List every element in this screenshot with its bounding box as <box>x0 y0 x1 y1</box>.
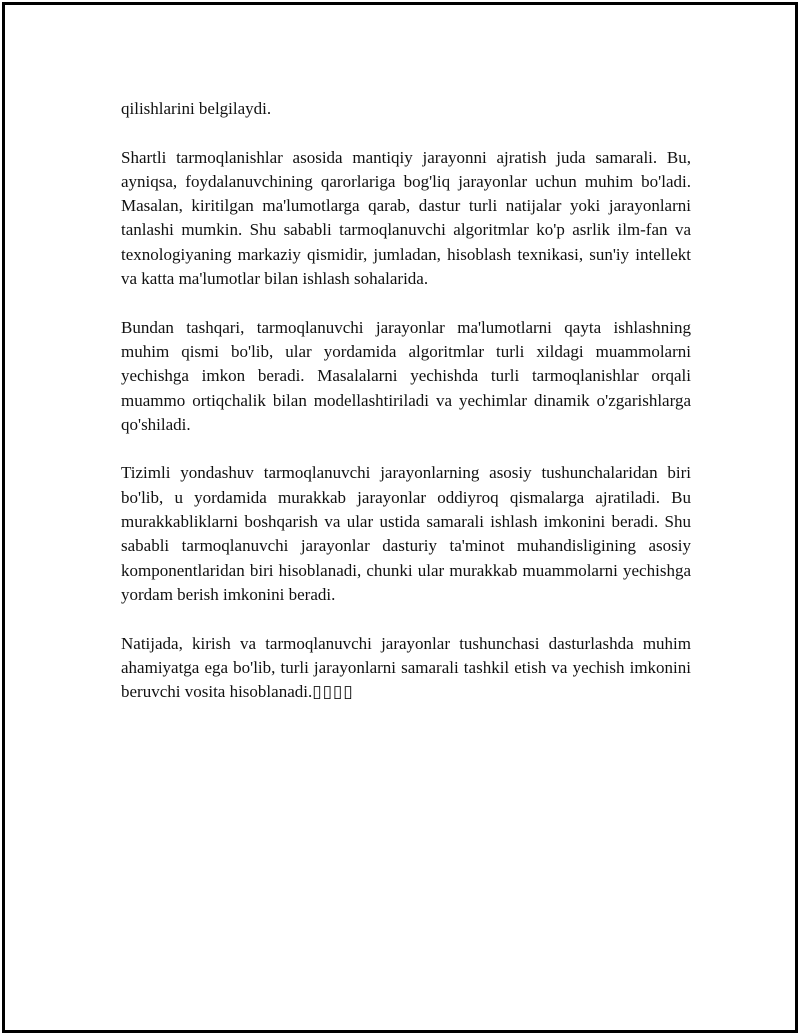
paragraph-continuation: qilishlarini belgilaydi. <box>121 99 272 118</box>
paragraph-data-processing: Bundan tashqari, tarmoqlanuvchi jarayonlar ma'lumotlarni qayta ishlashning muhim qismi bo'lib, ular yordamida algoritmlar turli xildagi muammolarni yechishga imkon beradi. Masalalarni yechishda turli tarmoqlanishlar orqali muammo ortiqchalik bilan modellashtiriladi va yechimlar dinamik o'zgarishlarga qo'shiladi. <box>121 317 691 434</box>
document-page <box>2 2 798 1033</box>
paragraph-conditional-branching: Shartli tarmoqlanishlar asosida mantiqiy jarayonni ajratish juda samarali. Bu, ayniqsa, foydalanuvchining qarorlariga bog'liq jarayonlar uchun muhim bo'ladi. Masalan, kiritilgan ma'lumotlarga qarab, dastur turli natijalar yoki jarayonlarni tanlashi mumkin. Shu sababli tarmoqlanuvchi algoritmlar ko'p asrlik ilm-fan va texnologiyaning markaziy qismidir, jumladan, hisoblash texnikasi, sun'iy intellekt va katta ma'lumotlar bilan ishlash sohalarida. <box>121 147 691 289</box>
paragraph-systematic-approach: Tizimli yondashuv tarmoqlanuvchi jarayonlarning asosiy tushunchalaridan biri bo'lib, u yordamida murakkab jarayonlar oddiyroq qismalarga ajratiladi. Bu murakkabliklarni boshqarish va ular ustida samarali ishlash imkonini beradi. Shu sababli tarmoqlanuvchi jarayonlar dasturiy ta'minot muhandisligining asosiy komponentlaridan biri hisoblanadi, chunki ular murakkab muammolarni yechishga yordam berish imkonini beradi. <box>121 463 691 604</box>
document-body <box>121 97 691 729</box>
missing-glyph-boxes: ▯▯▯▯ <box>312 682 354 702</box>
conclusion-text: Natijada, kirish va tarmoqlanuvchi jarayonlar tushunchasi dasturlashda muhim ahamiyatga ega bo'lib, turli jarayonlarni samarali tashkil etish va yechish imkonini beruvchi vosita hisoblanadi. <box>121 633 691 702</box>
paragraph-conclusion <box>121 632 691 705</box>
